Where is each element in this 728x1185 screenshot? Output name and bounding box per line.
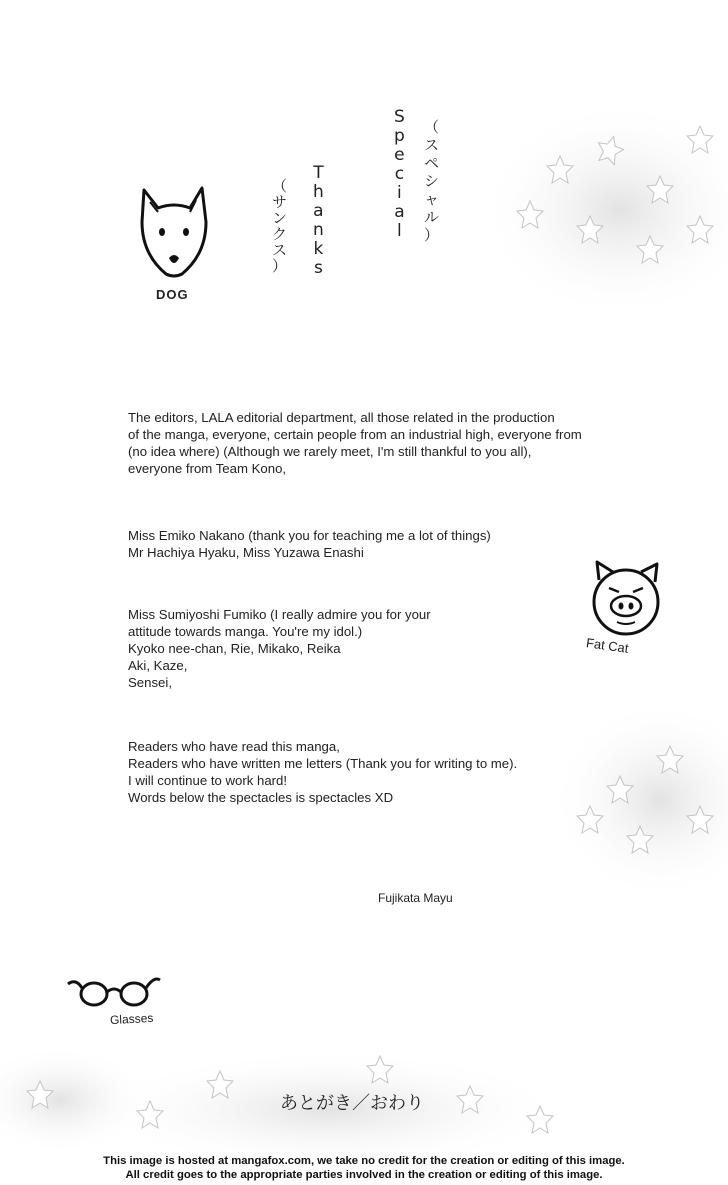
special-column: S p e c i a l <box>394 107 405 241</box>
thanks-paragraph-readers: Readers who have read this manga, Readers who have written me letters (Thank you for writing to me). I will continue to work hard! Words below the spectacles is spectacles XD <box>128 739 518 805</box>
fat-cat-drawing <box>585 558 667 638</box>
hosting-credit-footer <box>0 1154 728 1182</box>
thanks-paragraph-editors: The editors, LALA editorial department, all those related in the production of the manga, everyone, certain people from an industrial high, everyone from (no idea where) (Although we rarely meet, I'm still thankful to you all), everyone from Team Kono, <box>128 410 582 476</box>
afterword-end-title: あとがき／おわり <box>280 1093 424 1114</box>
thanks-paragraph-assistants: Miss Emiko Nakano (thank you for teaching me a lot of things) Mr Hachiya Hyaku, Miss Yuzawa Enashi <box>128 528 491 560</box>
glasses-drawing <box>66 974 162 1010</box>
dog-label: DOG <box>156 287 189 302</box>
footer-line-2: All credit goes to the appropriate parties involved in the creation or editing of this image. <box>125 1169 603 1181</box>
footer-line-1: This image is hosted at mangafox.com, we take no credit for the creation or editing of this image. <box>103 1155 625 1167</box>
glasses-label: Glasses <box>109 1010 154 1028</box>
author-signature: Fujikata Mayu <box>378 891 453 905</box>
thanks-column: T h a n k s <box>313 163 324 278</box>
katakana-special-column: （ ス ペ シ ャ ル ） <box>424 118 440 244</box>
thanks-paragraph-friends: Miss Sumiyoshi Fumiko (I really admire you for your attitude towards manga. You're my idol.) Kyoko nee-chan, Rie, Mikako, Reika Aki, Kaze, Sensei, <box>128 607 431 690</box>
katakana-thanks-column: （ サ ン ク ス ） <box>272 177 288 275</box>
fat-cat-label: Fat Cat <box>585 635 630 656</box>
dog-drawing <box>136 182 212 282</box>
